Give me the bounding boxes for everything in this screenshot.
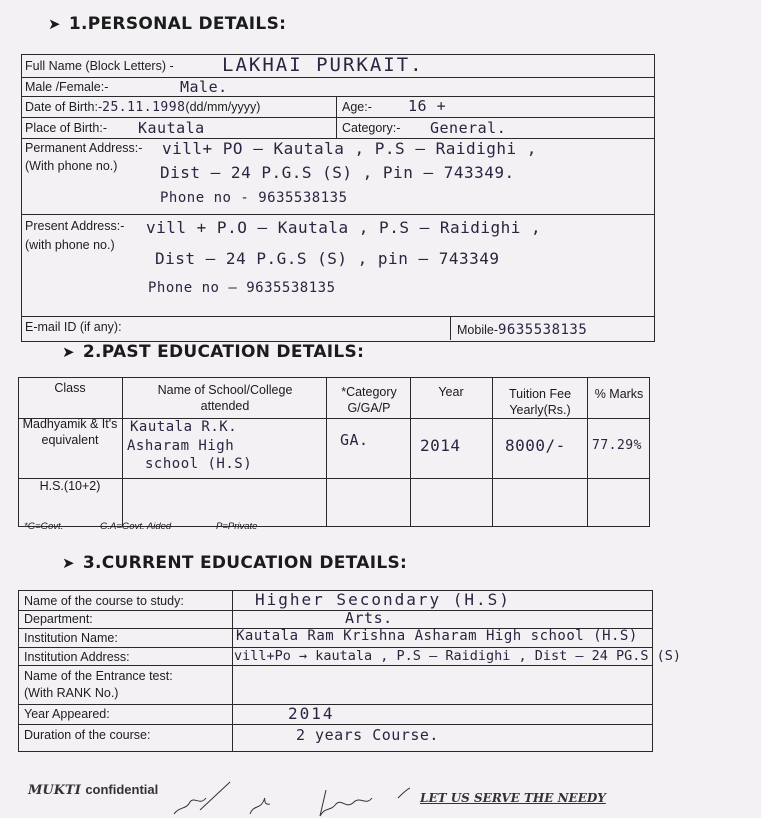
dob-label-text: Date of Birth:- xyxy=(25,100,103,114)
legend-govt-aided: G.A=Govt. Aided xyxy=(100,521,172,532)
present-address-sub: (with phone no.) xyxy=(25,238,115,252)
row1-school-line2: Asharam High xyxy=(127,438,235,454)
age-label: Age:- xyxy=(342,100,372,114)
section-1-title-text: 1.PERSONAL DETAILS: xyxy=(68,14,287,34)
year-appeared-value: 2014 xyxy=(288,704,335,723)
signature-scribbles xyxy=(170,776,410,818)
duration-label: Duration of the course: xyxy=(24,728,151,742)
gender-value: Male. xyxy=(180,78,228,96)
pob-label: Place of Birth:- xyxy=(25,121,107,135)
gender-label: Male /Female:- xyxy=(25,80,109,94)
row1-marks: 77.29% xyxy=(592,438,642,453)
course-label: Name of the course to study: xyxy=(24,594,184,608)
department-label: Department: xyxy=(24,612,93,626)
entrance-test-label: Name of the Entrance test: xyxy=(24,669,173,683)
category-value: General. xyxy=(430,119,507,137)
institution-address-label: Institution Address: xyxy=(24,650,130,664)
institution-name-label: Institution Name: xyxy=(24,631,118,645)
present-address-label: Present Address:- xyxy=(25,219,125,233)
confidential-text: confidential xyxy=(85,782,159,797)
age-value: 16 + xyxy=(408,97,447,115)
duration-value: 2 years Course. xyxy=(296,726,439,744)
dob-label xyxy=(25,100,260,115)
perm-address-label: Permanent Address:- xyxy=(25,141,143,155)
mobile-label xyxy=(457,322,587,338)
col-marks: % Marks xyxy=(594,387,644,401)
year-appeared-label: Year Appeared: xyxy=(24,707,110,721)
row1-class: Madhyamik & It's equivalent xyxy=(22,417,118,447)
present-address-line1: vill + P.O — Kautala , P.S — Raidighi , xyxy=(146,218,542,237)
category-label: Category:- xyxy=(342,121,401,135)
perm-address-sub: (With phone no.) xyxy=(25,159,118,173)
col-fee: Tuition Fee Yearly(Rs.) xyxy=(508,387,572,417)
row2-class: H.S.(10+2) xyxy=(39,479,101,493)
footer-slogan: LET US SERVE THE NEEDY xyxy=(420,791,606,805)
mobile-value: 9635538135 xyxy=(498,322,588,338)
col-class: Class xyxy=(54,381,86,395)
section-3-title-text: 3.CURRENT EDUCATION DETAILS: xyxy=(82,553,408,573)
mobile-label-text: Mobile- xyxy=(457,323,498,337)
course-value: Higher Secondary (H.S) xyxy=(255,590,511,609)
perm-address-line1: vill+ PO — Kautala , P.S — Raidighi , xyxy=(162,139,537,158)
row1-year: 2014 xyxy=(420,436,461,455)
row1-category: GA. xyxy=(340,431,369,449)
full-name-label: Full Name (Block Letters) - xyxy=(25,59,174,73)
perm-address-line2: Dist — 24 P.G.S (S) , Pin — 743349. xyxy=(160,163,515,182)
full-name-value: LAKHAI PURKAIT. xyxy=(222,54,424,76)
pob-value: Kautala xyxy=(138,119,205,137)
entrance-rank-label: (With RANK No.) xyxy=(24,686,119,700)
perm-address-line3: Phone no - 9635538135 xyxy=(160,190,348,206)
dob-format: (dd/mm/yyyy) xyxy=(185,100,261,114)
footer-brand xyxy=(28,782,158,798)
row1-school-line1: Kautala R.K. xyxy=(130,419,238,435)
legend-govt: *G=Govt. xyxy=(24,521,64,532)
institution-name-value: Kautala Ram Krishna Asharam High school (H.S) xyxy=(236,628,638,644)
dob-value: 25.11.1998 xyxy=(102,100,186,115)
row1-school-line3: school (H.S) xyxy=(145,456,253,472)
department-value: Arts. xyxy=(345,609,393,627)
legend-private: P=Private xyxy=(216,521,258,532)
present-address-line2: Dist — 24 P.G.S (S) , pin — 743349 xyxy=(155,249,500,268)
present-address-line3: Phone no — 9635538135 xyxy=(148,280,336,296)
brand-logo: MUKTI xyxy=(28,783,81,798)
institution-address-value: vill+Po → kautala , P.S — Raidighi , Dist — 24 PG.S (S) xyxy=(234,648,682,664)
arrow-icon: ➤ xyxy=(62,343,75,361)
col-school: Name of School/College attended xyxy=(157,383,293,413)
row1-fee: 8000/- xyxy=(505,436,566,455)
section-3-title xyxy=(62,553,407,573)
col-category: *Category G/GA/P xyxy=(341,385,397,415)
col-year: Year xyxy=(438,385,464,399)
section-2-title-text: 2.PAST EDUCATION DETAILS: xyxy=(82,342,365,362)
arrow-icon: ➤ xyxy=(48,15,61,33)
section-2-title xyxy=(62,342,364,362)
section-1-title xyxy=(48,14,286,34)
email-label: E-mail ID (if any): xyxy=(25,320,122,334)
arrow-icon: ➤ xyxy=(62,554,75,572)
